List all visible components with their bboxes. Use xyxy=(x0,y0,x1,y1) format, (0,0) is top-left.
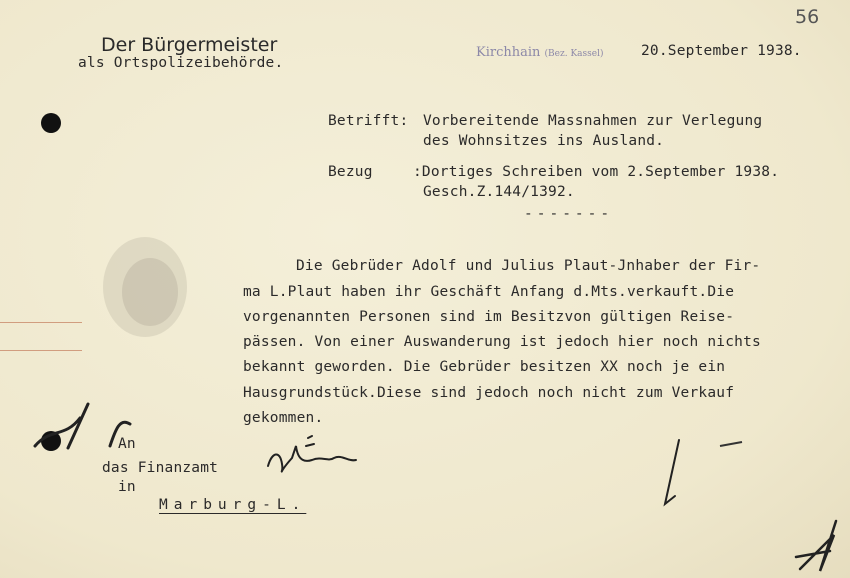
betrifft-line1: Vorbereitende Massnahmen zur Verlegung xyxy=(423,113,763,129)
separator-dashes: ------- xyxy=(524,206,614,222)
handwritten-scribble-corner xyxy=(790,515,845,575)
letter-date: 20.September 1938. xyxy=(641,43,802,59)
place-stamp-sub: (Bez. Kassel) xyxy=(544,49,604,59)
place-stamp-name: Kirchhain xyxy=(476,45,541,60)
office-stamp-line2: als Ortspolizeibehörde. xyxy=(78,55,284,71)
body-line-7: gekommen. xyxy=(243,410,324,426)
bezug-line2: Gesch.Z.144/1392. xyxy=(423,184,575,200)
body-line-3: vorgenannten Personen sind im Besitzvon gültigen Reise- xyxy=(243,309,735,325)
address-recipient: das Finanzamt xyxy=(102,460,219,476)
fingerprint-smudge xyxy=(95,232,195,342)
handwritten-dash xyxy=(718,436,748,452)
betrifft-label: Betrifft: xyxy=(328,113,409,129)
betrifft-line2: des Wohnsitzes ins Ausland. xyxy=(423,133,665,149)
office-stamp-line1: Der Bürgermeister xyxy=(101,34,278,56)
address-to: An xyxy=(118,436,136,452)
body-line-5: bekannt geworden. Die Gebrüder besitzen XX noch je ein xyxy=(243,359,726,375)
address-in: in xyxy=(118,479,136,495)
archive-number: 56 xyxy=(795,6,820,28)
body-line-4: pässen. Von einer Auswanderung ist jedoch hier noch nichts xyxy=(243,334,761,350)
place-stamp xyxy=(476,45,604,60)
address-city: Marburg-L. xyxy=(159,497,307,513)
body-line-6: Hausgrundstück.Diese sind jedoch noch nicht zum Verkauf xyxy=(243,385,735,401)
punch-hole-top xyxy=(41,113,61,133)
bezug-label: Bezug xyxy=(328,164,373,180)
bezug-line1: :Dortiges Schreiben vom 2.September 1938. xyxy=(413,164,780,180)
margin-mark-2 xyxy=(0,350,82,351)
body-line-2: ma L.Plaut haben ihr Geschäft Anfang d.Mts.verkauft.Die xyxy=(243,284,735,300)
handwritten-mark-right xyxy=(655,434,695,514)
handwritten-signature xyxy=(262,432,362,482)
body-line-1: Die Gebrüder Adolf und Julius Plaut-Jnhaber der Fir- xyxy=(296,258,761,274)
margin-mark-1 xyxy=(0,322,82,323)
